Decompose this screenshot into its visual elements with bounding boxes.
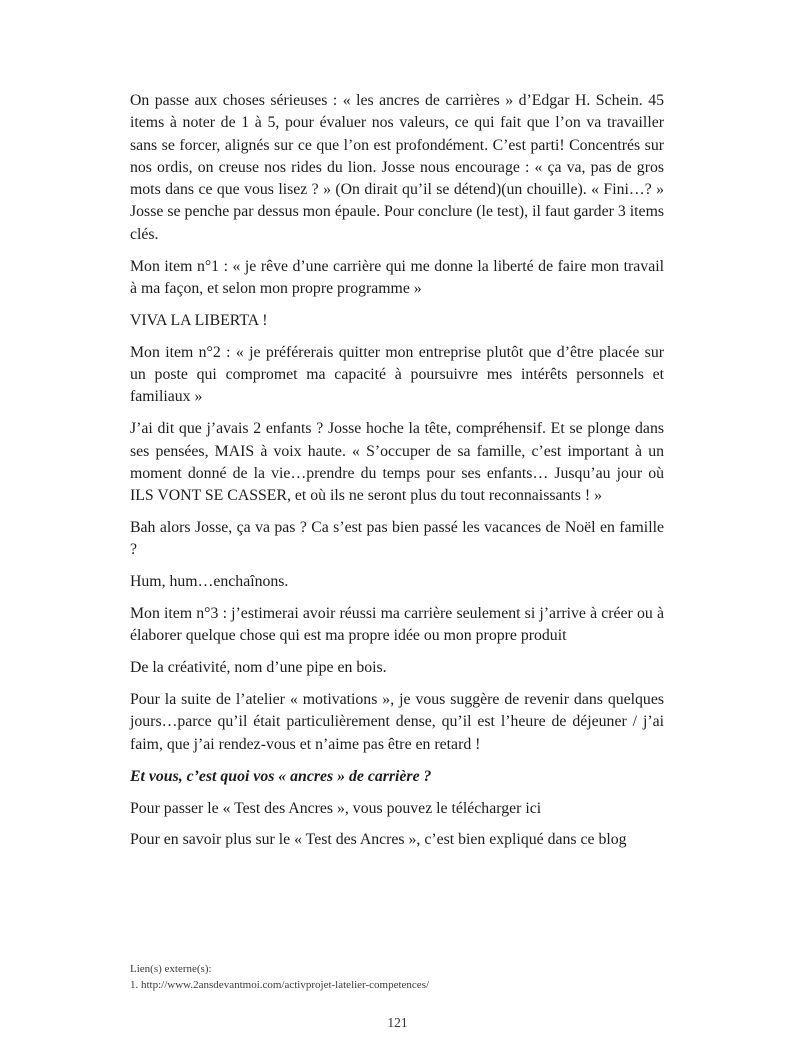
page-number: 121 xyxy=(387,1015,408,1030)
footnote-label: Lien(s) externe(s): xyxy=(130,963,212,975)
paragraph: On passe aux choses sérieuses : « les ancres de carrières » d’Edgar H. Schein. 45 items à noter de 1 à 5, pour évaluer nos valeurs, ce qui fait que l’on va travailler sans se forcer, alignés sur ce que l’on est profondément. C’est parti! Concentrés sur nos ordis, on creuse nos rides du lion. Josse nous encourage : « ça va, pas de gros mots dans ce que vous lisez ? » (On dirait qu’il se détend)(un chouille). « Fini…? » Josse se penche par dessus mon épaule. Pour conclure (le test), il faut garder 3 items clés. xyxy=(130,92,664,243)
footnote-external-link[interactable]: 1. http://www.2ansdevantmoi.com/activprojet-latelier-competences/ xyxy=(130,978,430,991)
paragraph: Mon item n°2 : « je préférerais quitter mon entreprise plutôt que d’être placée sur un poste qui compromet ma capacité à poursuivre mes intérêts personnels et familiaux » xyxy=(130,343,664,406)
paragraph: De la créativité, nom d’une pipe en bois. xyxy=(130,659,387,677)
paragraph: Mon item n°1 : « je rêve d’une carrière qui me donne la liberté de faire mon travail à ma façon, et selon mon propre programme » xyxy=(130,257,664,297)
paragraph: Pour passer le « Test des Ancres », vous pouvez le télécharger ici xyxy=(130,799,542,817)
paragraph: VIVA LA LIBERTA ! xyxy=(130,311,268,329)
paragraph: Pour en savoir plus sur le « Test des Ancres », c’est bien expliqué dans ce blog xyxy=(130,831,627,849)
paragraph: Bah alors Josse, ça va pas ? Ca s’est pas bien passé les vacances de Noël en famille ? xyxy=(130,519,664,559)
paragraph: J’ai dit que j’avais 2 enfants ? Josse hoche la tête, compréhensif. Et se plonge dans ses pensées, MAIS à voix haute. « S’occuper de sa famille, c’est important à un moment donné de la vie…prendre du temps pour ses enfants… Jusqu’au jour où ILS VONT SE CASSER, et où ils ne seront plus du tout reconnaissants ! » xyxy=(130,420,664,505)
paragraph: Hum, hum…enchaînons. xyxy=(130,573,289,591)
paragraph-question-emphasis: Et vous, c’est quoi vos « ancres » de carrière ? xyxy=(130,767,432,785)
paragraph: Mon item n°3 : j’estimerai avoir réussi ma carrière seulement si j’arrive à créer ou à élaborer quelque chose qui est ma propre idée ou mon propre produit xyxy=(130,605,664,645)
paragraph: Pour la suite de l’atelier « motivations », je vous suggère de revenir dans quelques jours…parce qu’il était particulièrement dense, qu’il est l’heure de déjeuner / j’ai faim, que j’ai rendez-vous et n’aime pas être en retard ! xyxy=(130,691,664,753)
footnotes-section xyxy=(130,962,664,993)
page-body-text xyxy=(130,90,664,861)
